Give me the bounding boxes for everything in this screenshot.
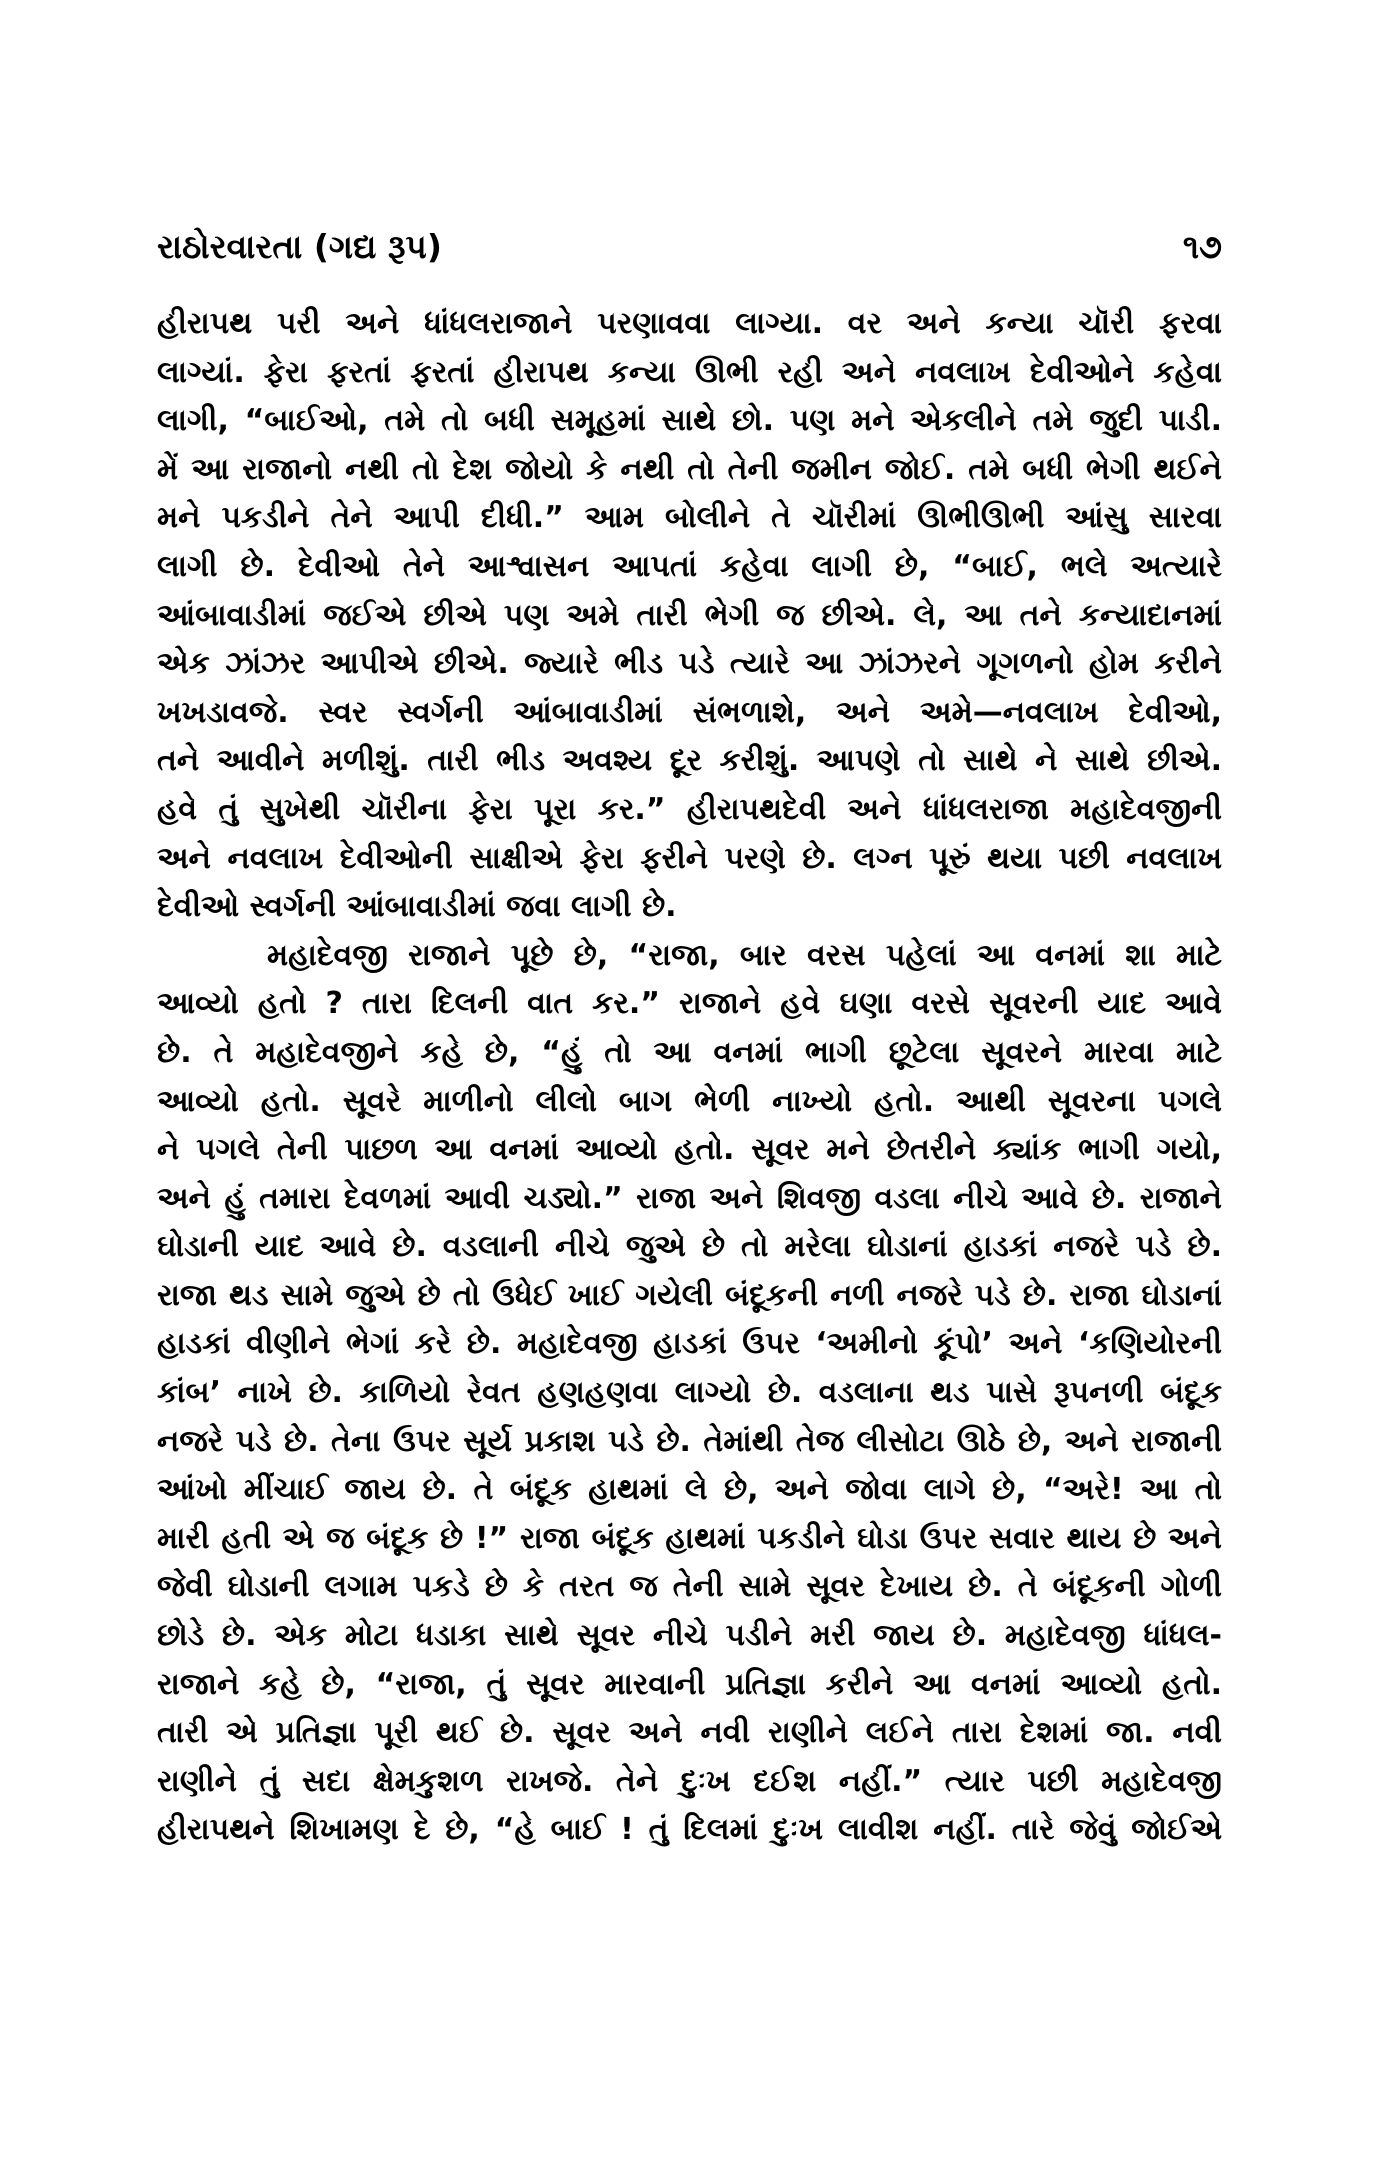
text-line: ઘોડાની યાદ આવે છે. વડલાની નીચે જુએ છે તો મરેલા ઘોડાનાં હાડકાં નજરે પડે છે. — [157, 1229, 1222, 1265]
text-line: ને પગલે તેની પાછળ આ વનમાં આવ્યો હતો. સૂવર મને છેતરીને ક્યાંક ભાગી ગયો, — [157, 1132, 1222, 1168]
text-line: હાડકાં વીણીને ભેગાં કરે છે. મહાદેવજી હાડકાં ઉપર ‘અમીનો કૂંપો’ અને ‘કણિયોરની — [157, 1326, 1222, 1362]
text-line: લાગી, “બાઈઓ, તમે તો બધી સમૂહમાં સાથે છો. પણ મને એકલીને તમે જુદી પાડી. — [157, 403, 1222, 439]
running-title: રાઠોરવારતા (ગદ્ય રૂપ) — [157, 227, 442, 266]
text-line: મારી હતી એ જ બંદૂક છે !” રાજા બંદૂક હાથમાં પકડીને ઘોડા ઉપર સવાર થાય છે અને — [157, 1520, 1222, 1556]
running-header — [157, 222, 1222, 272]
text-line: આંખો મીંચાઈ જાય છે. તે બંદૂક હાથમાં લે છે, અને જોવા લાગે છે, “અરે! આ તો — [157, 1472, 1222, 1508]
text-line: મેં આ રાજાનો નથી તો દેશ જોયો કે નથી તો તેની જમીન જોઈ. તમે બધી ભેગી થઈને — [157, 451, 1222, 487]
paragraph-1 — [157, 300, 1222, 932]
text-line: આંબાવાડીમાં જઈએ છીએ પણ અમે તારી ભેગી જ છીએ. લે, આ તને કન્યાદાનમાં — [157, 597, 1222, 633]
text-line: એક ઝાંઝર આપીએ છીએ. જ્યારે ભીડ પડે ત્યારે આ ઝાંઝરને ગૂગળનો હોમ કરીને — [157, 646, 1222, 682]
text-line: છોડે છે. એક મોટા ધડાકા સાથે સૂવર નીચે પડીને મરી જાય છે. મહાદેવજી ધાંધલ- — [157, 1618, 1222, 1654]
text-line: હીરાપથ પરી અને ધાંધલરાજાને પરણાવવા લાગ્યા. વર અને કન્યા ચૉરી ફરવા — [157, 306, 1222, 341]
text-line: તારી એ પ્રતિજ્ઞા પૂરી થઈ છે. સૂવર અને નવી રાણીને લઈને તારા દેશમાં જા. નવી — [157, 1715, 1222, 1751]
text-line: છે. તે મહાદેવજીને કહે છે, “હું તો આ વનમાં ભાગી છૂટેલા સૂવરને મારવા માટે — [157, 1034, 1222, 1070]
text-line: કાંબ’ નાખે છે. કાળિયો રેવત હણહણવા લાગ્યો છે. વડલાના થડ પાસે રૂપનળી બંદૂક — [157, 1375, 1222, 1411]
text-line: આવ્યો હતો ? તારા દિલની વાત કર.” રાજાને હવે ઘણા વરસે સૂવરની યાદ આવે — [157, 986, 1222, 1022]
text-line: લાગી છે. દેવીઓ તેને આશ્વાસન આપતાં કહેવા લાગી છે, “બાઈ, ભલે અત્યારે — [157, 548, 1222, 584]
text-line: હવે તું સુખેથી ચૉરીના ફેરા પૂરા કર.” હીરાપથદેવી અને ધાંધલરાજા મહાદેવજીની — [157, 791, 1222, 827]
body-text — [157, 300, 1222, 1855]
text-line: રાજા થડ સામે જુએ છે તો ઉધેઈ ખાઈ ગયેલી બંદૂકની નળી નજરે પડે છે. રાજા ઘોડાનાં — [157, 1277, 1222, 1313]
text-line: ખખડાવજે. સ્વર સ્વર્ગની આંબાવાડીમાં સંભળાશે, અને અમે—નવલાખ દેવીઓ, — [157, 694, 1222, 730]
text-line: તને આવીને મળીશું. તારી ભીડ અવશ્ય દૂર કરીશું. આપણે તો સાથે ને સાથે છીએ. — [157, 743, 1222, 779]
text-line: રાણીને તું સદા ક્ષેમકુશળ રાખજે. તેને દુઃખ દઈશ નહીં.” ત્યાર પછી મહાદેવજી — [157, 1763, 1222, 1799]
text-line: દેવીઓ સ્વર્ગની આંબાવાડીમાં જવા લાગી છે. — [157, 889, 677, 925]
text-line: મહાદેવજી રાજાને પૂછે છે, “રાજા, બાર વરસ પહેલાં આ વનમાં શા માટે — [267, 937, 1222, 973]
text-line: અને હું તમારા દેવળમાં આવી ચડ્યો.” રાજા અને શિવજી વડલા નીચે આવે છે. રાજાને — [157, 1180, 1222, 1216]
text-line: મને પકડીને તેને આપી દીધી.” આમ બોલીને તે ચૉરીમાં ઊભીઊભી આંસુ સારવા — [157, 500, 1222, 536]
paragraph-2 — [157, 932, 1222, 1855]
text-line: નજરે પડે છે. તેના ઉપર સૂર્ય પ્રકાશ પડે છે. તેમાંથી તેજ લીસોટા ઊઠે છે, અને રાજાની — [157, 1423, 1222, 1459]
page-number: ૧૭ — [1182, 227, 1222, 266]
text-line: લાગ્યાં. ફેરા ફરતાં ફરતાં હીરાપથ કન્યા ઊભી રહી અને નવલાખ દેવીઓને કહેવા — [157, 354, 1222, 390]
text-line: જેવી ઘોડાની લગામ પકડે છે કે તરત જ તેની સામે સૂવર દેખાય છે. તે બંદૂકની ગોળી — [157, 1569, 1222, 1605]
text-line: આવ્યો હતો. સૂવરે માળીનો લીલો બાગ ભેળી નાખ્યો હતો. આથી સૂવરના પગલે — [157, 1083, 1222, 1119]
text-line: અને નવલાખ દેવીઓની સાક્ષીએ ફેરા ફરીને પરણે છે. લગ્ન પૂરું થયા પછી નવલાખ — [157, 840, 1222, 876]
text-line: રાજાને કહે છે, “રાજા, તું સૂવર મારવાની પ્રતિજ્ઞા કરીને આ વનમાં આવ્યો હતો. — [157, 1666, 1222, 1702]
text-line: હીરાપથને શિખામણ દે છે, “હે બાઈ ! તું દિલમાં દુઃખ લાવીશ નહીં. તારે જેવું જોઈએ — [157, 1812, 1222, 1848]
